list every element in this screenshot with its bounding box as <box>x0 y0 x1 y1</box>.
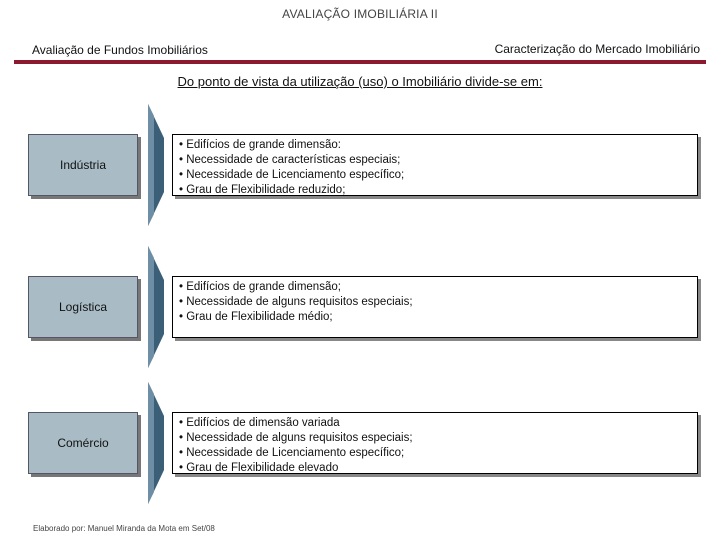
category-label: Logística <box>58 300 108 314</box>
bullet-item: • Necessidade de alguns requisitos especiais; <box>179 296 413 308</box>
description-box-comercio <box>172 412 698 474</box>
section-title: Caracterização do Mercado Imobiliário <box>494 42 700 56</box>
bullet-item: • Grau de Flexibilidade reduzido; <box>179 184 346 196</box>
category-box-logistica <box>28 276 138 338</box>
bullet-item: • Edifícios de grande dimensão: <box>179 139 341 151</box>
bullet-item: • Necessidade de características especiais; <box>179 154 401 166</box>
chevron-arrow-icon <box>142 382 170 504</box>
bullet-item: • Necessidade de alguns requisitos especiais; <box>179 432 413 444</box>
category-box-comercio <box>28 412 138 474</box>
category-label: Indústria <box>59 158 107 172</box>
bullet-item: • Grau de Flexibilidade médio; <box>179 311 333 323</box>
chevron-arrow-icon <box>142 104 170 226</box>
bullet-item: • Necessidade de Licenciamento específico; <box>179 169 405 181</box>
bullet-item: • Necessidade de Licenciamento específico; <box>179 447 405 459</box>
description-box-logistica <box>172 276 698 338</box>
header-rule <box>14 60 706 64</box>
bullet-item: • Edifícios de dimensão variada <box>179 417 340 429</box>
category-label: Comércio <box>57 436 109 450</box>
chevron-arrow-icon <box>142 246 170 368</box>
description-box-industria <box>172 134 698 196</box>
bullet-item: • Grau de Flexibilidade elevado <box>179 462 339 474</box>
category-box-industria <box>28 134 138 196</box>
intro-line <box>0 73 720 91</box>
bullet-item: • Edifícios de grande dimensão; <box>179 281 341 293</box>
intro-text: Do ponto de vista da utilização (uso) o Imobiliário divide-se em: <box>177 74 543 89</box>
document-title: AVALIAÇÃO IMOBILIÁRIA II <box>282 7 438 21</box>
course-subtitle: Avaliação de Fundos Imobiliários <box>32 43 208 57</box>
footer-credit: Elaborado por: Manuel Miranda da Mota em Set/08 <box>33 524 215 533</box>
